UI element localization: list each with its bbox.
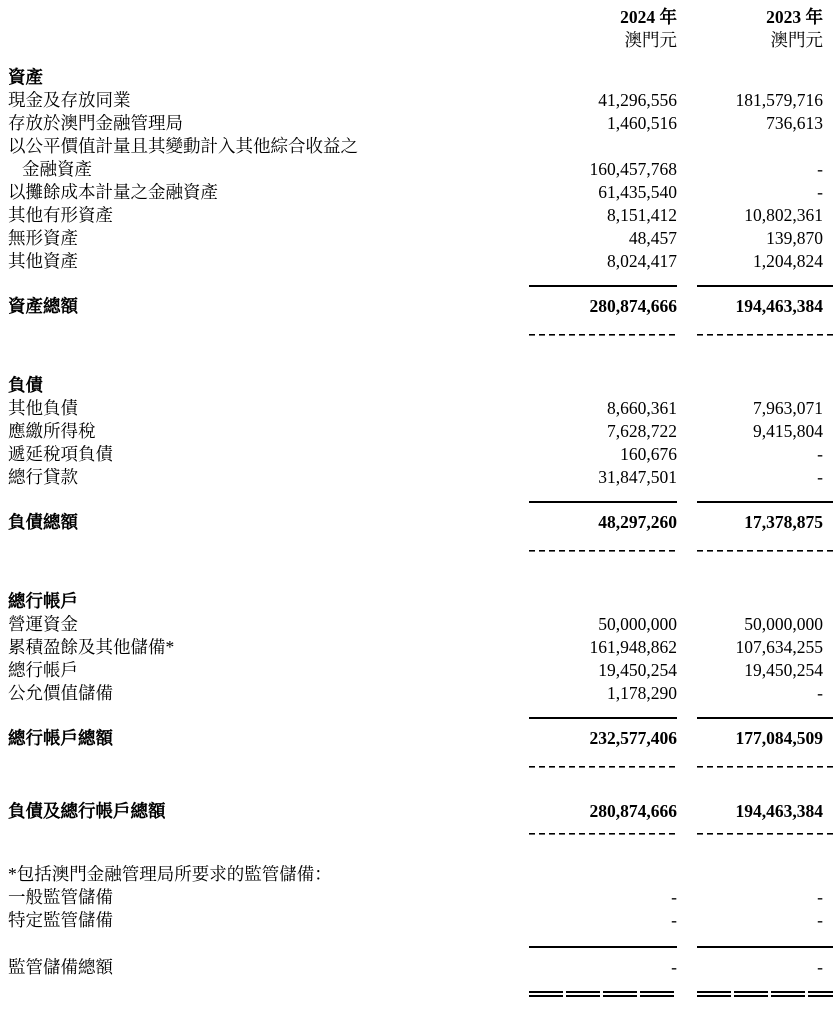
spacer [8, 552, 833, 590]
total-rule [8, 501, 833, 503]
value-2024: - [671, 887, 677, 907]
section-title: 負債 [8, 375, 43, 395]
value-2024: - [671, 910, 677, 930]
value-2023: 10,802,361 [744, 205, 823, 225]
value-2024: 160,457,768 [589, 159, 677, 179]
total-value-2023: 194,463,384 [735, 296, 823, 316]
table-row [8, 886, 833, 909]
value-2024: 161,948,862 [589, 637, 677, 657]
section-header-head-office [8, 590, 833, 613]
value-2024: 8,660,361 [607, 398, 677, 418]
column-header-currency [8, 29, 833, 52]
value-2024: 1,460,516 [607, 113, 677, 133]
value-2024: 31,847,501 [598, 467, 677, 487]
row-label: 應繳所得稅 [8, 421, 96, 441]
row-label: 公允價值儲備 [8, 683, 113, 703]
table-row [8, 250, 833, 273]
value-2023: 107,634,255 [735, 637, 823, 657]
year-2023-header: 2023 年 [766, 7, 823, 27]
row-label: 累積盈餘及其他儲備* [8, 637, 175, 657]
value-2023: 1,204,824 [753, 251, 823, 271]
total-value-2024: 48,297,260 [598, 512, 677, 532]
footnote-title: *包括澳門金融管理局所要求的監管儲備： [8, 864, 332, 884]
dashed-rule [8, 833, 833, 835]
total-value-2024: 280,874,666 [589, 296, 677, 316]
value-2024: 160,676 [620, 444, 677, 464]
value-2023: - [817, 887, 823, 907]
table-row [8, 89, 833, 112]
grand-total-value-2023: 194,463,384 [735, 801, 823, 821]
total-value-2023: 17,378,875 [744, 512, 823, 532]
table-row [8, 443, 833, 466]
row-label: 現金及存放同業 [8, 90, 131, 110]
total-value-2024: - [671, 957, 677, 977]
table-row [8, 466, 833, 489]
row-label: 其他資產 [8, 251, 78, 271]
value-2023: - [817, 182, 823, 202]
currency-label-2023: 澳門元 [770, 30, 823, 50]
spacer [8, 52, 833, 66]
dashed-rule [8, 550, 833, 552]
table-row [8, 112, 833, 135]
value-2024: 1,178,290 [607, 683, 677, 703]
table-row [8, 682, 833, 705]
value-2024: 7,628,722 [607, 421, 677, 441]
table-row [8, 158, 833, 181]
row-label: 其他有形資產 [8, 205, 113, 225]
total-label: 負債總額 [8, 512, 78, 532]
value-2023: 736,613 [766, 113, 823, 133]
value-2023: - [817, 444, 823, 464]
table-row [8, 659, 833, 682]
table-row [8, 636, 833, 659]
table-row [8, 420, 833, 443]
value-2023: - [817, 467, 823, 487]
value-2023: 139,870 [766, 228, 823, 248]
value-2024: 19,450,254 [598, 660, 677, 680]
table-row [8, 909, 833, 932]
section-header-liabilities [8, 374, 833, 397]
total-rule [8, 285, 833, 287]
value-2023: - [817, 910, 823, 930]
value-2024: 61,435,540 [598, 182, 677, 202]
total-row-regulatory-reserves [8, 956, 833, 979]
value-2024: 8,151,412 [607, 205, 677, 225]
total-value-2023: 177,084,509 [735, 728, 823, 748]
value-2024: 8,024,417 [607, 251, 677, 271]
table-row [8, 204, 833, 227]
total-rule [8, 946, 833, 948]
dashed-rule [8, 334, 833, 336]
column-header-years [8, 6, 833, 29]
table-row [8, 135, 833, 158]
row-label: 遞延稅項負債 [8, 444, 113, 464]
dashed-rule [8, 766, 833, 768]
row-label: 特定監管儲備 [8, 910, 113, 930]
row-label: 以公平價值計量且其變動計入其他綜合收益之 [8, 136, 358, 156]
value-2023: 7,963,071 [753, 398, 823, 418]
grand-total-row [8, 800, 833, 823]
spacer [8, 835, 833, 863]
section-title: 資產 [8, 67, 43, 87]
row-label: 其他負債 [8, 398, 78, 418]
table-row [8, 397, 833, 420]
value-2024: 41,296,556 [598, 90, 677, 110]
value-2023: 19,450,254 [744, 660, 823, 680]
value-2024: 48,457 [628, 228, 677, 248]
currency-label-2024: 澳門元 [624, 30, 677, 50]
spacer [8, 768, 833, 800]
total-label: 資產總額 [8, 296, 78, 316]
total-label: 監管儲備總額 [8, 957, 113, 977]
section-header-assets [8, 66, 833, 89]
grand-total-value-2024: 280,874,666 [589, 801, 677, 821]
total-value-2023: - [817, 957, 823, 977]
total-row-head-office [8, 727, 833, 750]
row-label: 總行帳戶 [8, 660, 78, 680]
row-label: 一般監管儲備 [8, 887, 113, 907]
section-title: 總行帳戶 [8, 591, 78, 611]
table-row [8, 227, 833, 250]
total-row-assets [8, 295, 833, 318]
value-2023: - [817, 683, 823, 703]
value-2023: - [817, 159, 823, 179]
spacer [8, 336, 833, 374]
table-row [8, 613, 833, 636]
total-row-liabilities [8, 511, 833, 534]
row-label: 以攤餘成本計量之金融資產 [8, 182, 218, 202]
footnote-title-row [8, 863, 833, 886]
row-label: 存放於澳門金融管理局 [8, 113, 183, 133]
value-2024: 50,000,000 [598, 614, 677, 634]
row-label: 營運資金 [8, 614, 78, 634]
total-label: 總行帳戶總額 [8, 728, 113, 748]
table-row [8, 181, 833, 204]
row-label: 金融資產 [22, 159, 92, 179]
row-label: 總行貸款 [8, 467, 78, 487]
value-2023: 181,579,716 [735, 90, 823, 110]
grand-total-label: 負債及總行帳戶總額 [8, 801, 166, 821]
row-label: 無形資產 [8, 228, 78, 248]
value-2023: 9,415,804 [753, 421, 823, 441]
value-2023: 50,000,000 [744, 614, 823, 634]
year-2024-header: 2024 年 [620, 7, 677, 27]
total-rule [8, 717, 833, 719]
total-value-2024: 232,577,406 [589, 728, 677, 748]
double-rule [8, 991, 833, 998]
